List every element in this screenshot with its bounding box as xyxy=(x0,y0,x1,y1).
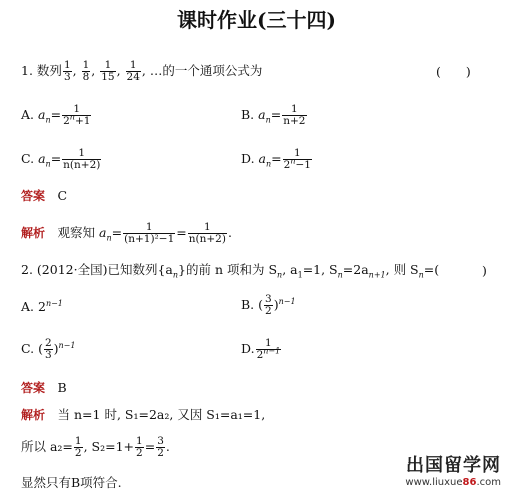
option-b-2: B. ( $\frac{3}{2}$ )$^{n-1}$ xyxy=(241,293,296,317)
fraction-term: $\frac{1}{8}$ xyxy=(82,59,90,83)
option-a: A. $a_n=$ $\frac{1}{2^n+1}$ xyxy=(21,103,91,127)
fraction-term: $\frac{1}{3}$ xyxy=(63,59,71,83)
option-d-2: D. $\frac{1}{2^{n-1}}$ xyxy=(241,337,281,361)
watermark-logo xyxy=(405,451,501,488)
option-b: B. $a_n=$ $\frac{1}{n+2}$ xyxy=(241,103,306,127)
watermark-text: 出国留学网 xyxy=(406,455,501,476)
conclusion: 显然只有B项符合. xyxy=(21,475,122,490)
stem-tail: …的一个通项公式为 xyxy=(149,63,263,78)
option-a-2: A. $2^{n-1}$ xyxy=(21,298,63,314)
fraction-term: $\frac{1}{15}$ xyxy=(101,59,115,83)
option-c-2: C. ( $\frac{2}{3}$ )$^{n-1}$ xyxy=(21,337,76,361)
option-d: D. $a_n=$ $\frac{1}{2^n-1}$ xyxy=(241,147,311,171)
answer-2: 答案 B xyxy=(21,380,67,395)
question-1-stem: 1. 数列 $\frac{1}{3}$ , $\frac{1}{8}$ , $\frac{1}{15}$ , $\frac{1}{24}$ , …的一个通项公式为 xyxy=(21,59,263,83)
question-2-stem: 2. (2012·全国)已知数列$\{a_n\}$的前 n 项和为 $S_n$, $a_1=1$, $S_n=2a_{n+1}$, 则 $S_n=$( xyxy=(21,262,440,280)
analysis-line-so: 所以 a₂= $\frac{1}{2}$ , S₂=1+ $\frac{1}{2}$ = $\frac{3}{2}$ . xyxy=(21,435,170,459)
answer-paren: ( ) xyxy=(436,64,471,79)
analysis-2: 解析 当 n=1 时, S₁=2a₂, 又因 S₁=a₁=1, xyxy=(21,407,266,422)
stem-prefix: 数列 xyxy=(36,63,62,78)
answer-1: 答案 C xyxy=(21,188,68,203)
analysis-1: 解析 观察知 $a_n=$ $\frac{1}{\text{(n+1)²−1}}$ = $\frac{1}{n(n+2)}$ . xyxy=(21,221,232,245)
fraction-term: $\frac{1}{24}$ xyxy=(126,59,140,83)
watermark-url: www.liuxue86.com xyxy=(405,477,501,488)
page-title: 课时作业(三十四) xyxy=(177,8,336,32)
option-c: C. $a_n=$ $\frac{1}{n(n+2)}$ xyxy=(21,147,101,171)
question-number: 1. xyxy=(21,63,33,78)
answer-paren-close: ) xyxy=(482,263,487,278)
